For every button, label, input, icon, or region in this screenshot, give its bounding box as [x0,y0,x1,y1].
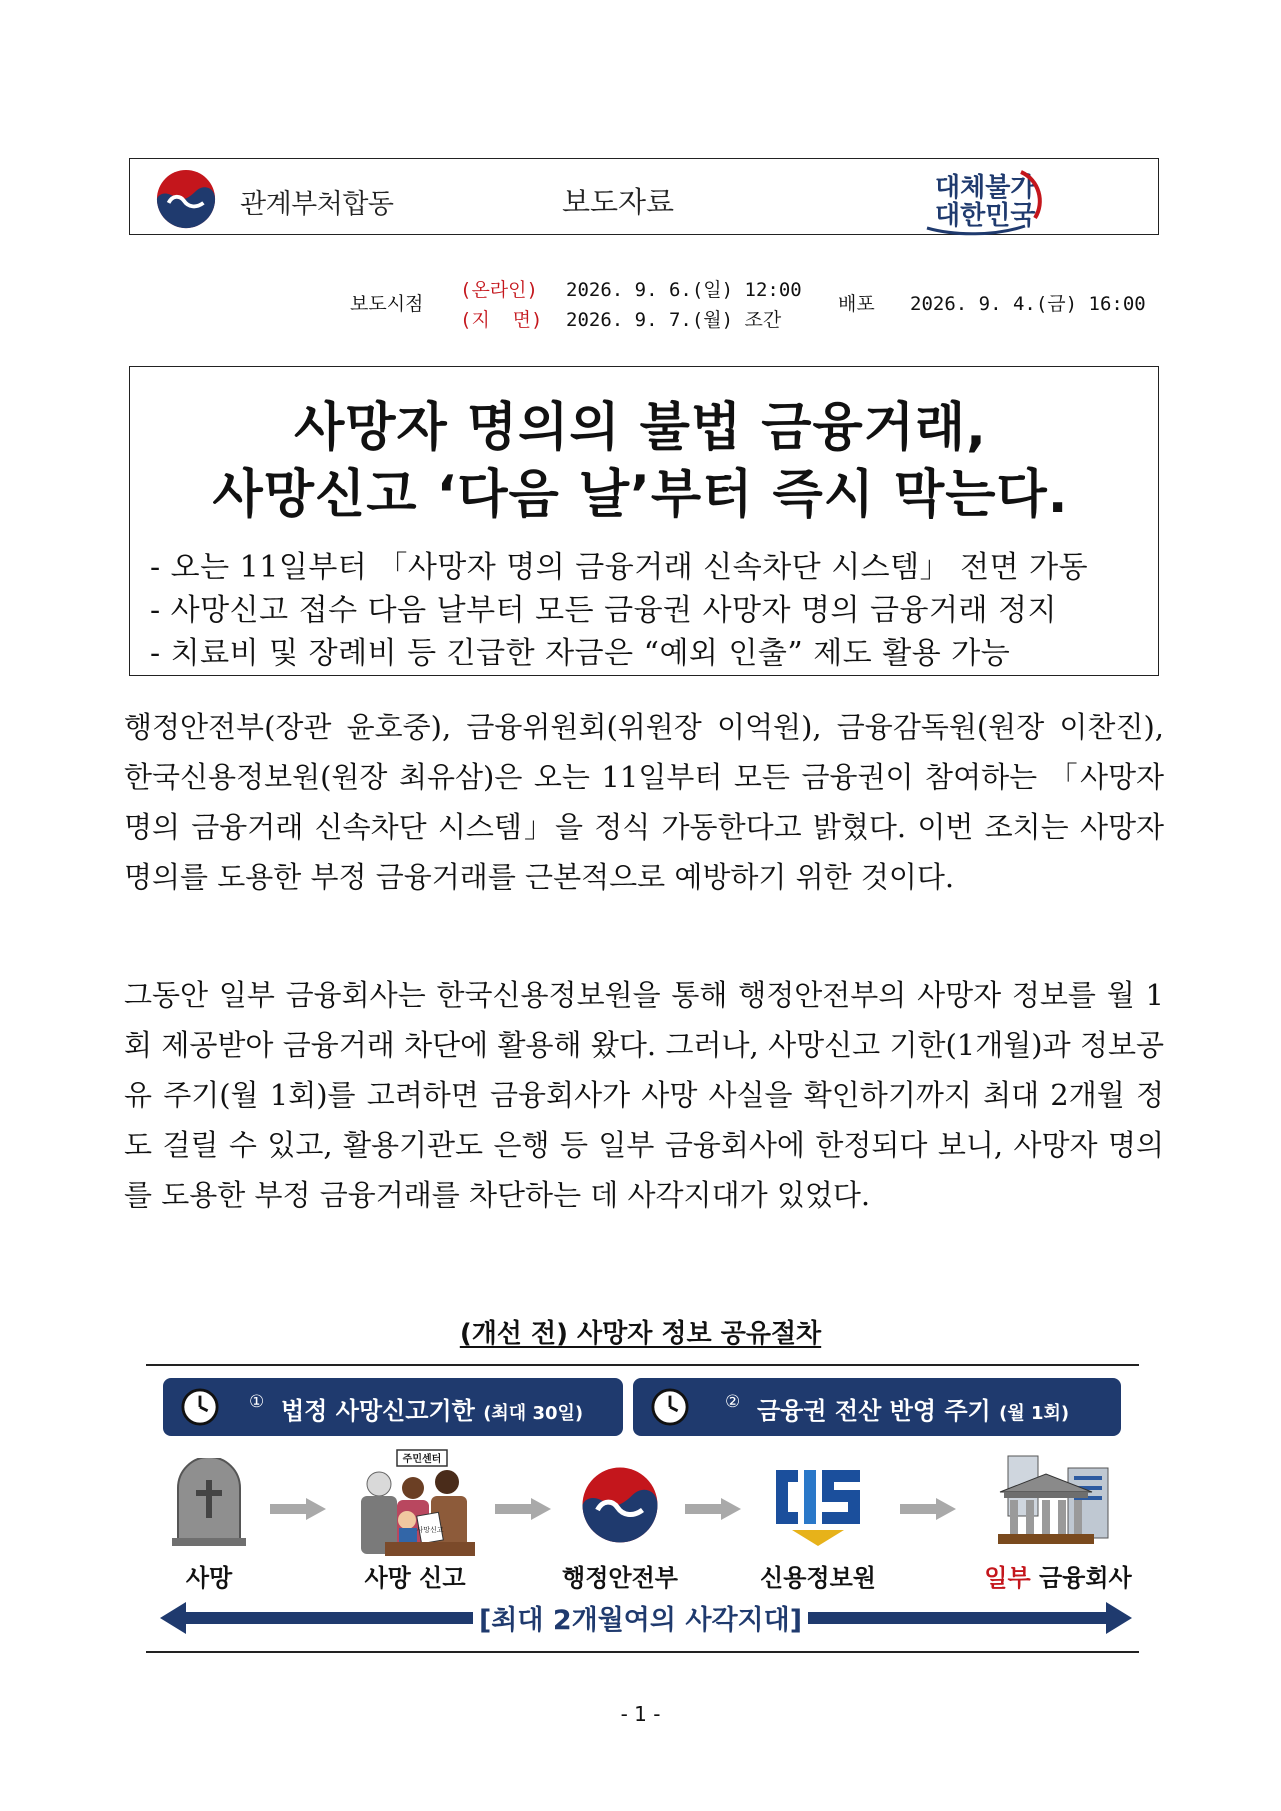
banner1-text [281,1391,583,1426]
banner2-title: 금융권 전산 반영 주기 [757,1397,991,1425]
bullet-3: - 치료비 및 장례비 등 긴급한 자금은 “예외 인출” 제도 활용 가능 [150,636,1011,671]
credit-info-logo-icon [768,1462,868,1548]
step-label-financial [968,1558,1148,1593]
clock-icon [181,1388,219,1426]
financial-institution-icon [994,1452,1112,1548]
page-number: - 1 - [620,1702,661,1726]
blind-spot-label: [최대 2개월여의 사각지대] [473,1605,808,1636]
banner1-note: (최대 30일) [483,1403,584,1424]
banner-legal-deadline [163,1378,623,1436]
flow-arrow-icon [495,1498,551,1520]
bullet-1: - 오는 11일부터 「사망자 명의 금융거래 신속차단 시스템」 전면 가동 [150,550,1089,585]
print-time: 2026. 9. 7.(월) 조간 [566,309,782,331]
slogan-logo [925,166,1050,236]
step-label-report: 사망 신고 [364,1564,466,1592]
document-type: 보도자료 [562,185,675,219]
online-tag: (온라인) [460,279,538,301]
figure-bottom-rule [146,1651,1139,1653]
report-document-label: 사망신고 [416,1526,444,1534]
release-label: 보도시점 [350,293,424,315]
headline-line1: 사망자 명의의 불법 금융거래, [294,398,987,458]
paragraph-2: 그동안 일부 금융회사는 한국신용정보원을 통해 행정안전부의 사망자 정보를 월 1회 제공받아 금융거래 차단에 활용해 왔다. 그러나, 사망신고 기한(1개월)과 정보공유 주기(월 1회)를 고려하면 금융회사가 사망 사실을 확인하기까지 최대 2개월 정도 걸릴 수 있고, 활용기관도 은행 등 일부 금융회사에 한정되다 보니, 사망자 명의를 도용한 부정 금융거래를 차단하는 데 사각지대가 있었다. [124,978,1164,1212]
distribution-label: 배포 [838,293,875,315]
government-emblem-icon [155,168,217,230]
clock-icon [651,1388,689,1426]
bullet-2: - 사망신고 접수 다음 날부터 모든 금융권 사망자 명의 금융거래 정지 [150,593,1057,628]
step-label-credit-info: 신용정보원 [760,1564,876,1592]
headline-line2: 사망신고 ‘다음 날’부터 즉시 막는다. [212,465,1069,525]
banner1-title: 법정 사망신고기한 [281,1397,475,1425]
org-name: 관계부처합동 [240,189,394,220]
tombstone-icon [170,1458,248,1548]
family-reporting-icon [355,1448,475,1558]
banner2-number: ② [725,1392,741,1412]
step-label-ministry: 행정안전부 [562,1564,678,1592]
slogan-line1: 대체불가 [935,173,1036,203]
paragraph-1: 행정안전부(장관 윤호중), 금융위원회(위원장 이억원), 금융감독원(원장 이찬진), 한국신용정보원(원장 최유삼)은 오는 11일부터 모든 금융권이 참여하는 「사망자 명의 금융거래 신속차단 시스템」을 정식 가동한다고 밝혔다. 이번 조치는 사망자 명의를 도용한 부정 금융거래를 근본적으로 예방하기 위한 것이다. [124,710,1164,894]
figure-top-rule [146,1364,1139,1366]
financial-label-rest: 금융회사 [1030,1564,1132,1592]
banner2-text [757,1391,1069,1426]
slogan-line2: 대한민국 [935,201,1036,231]
flow-arrow-icon [900,1498,956,1520]
step-label-death: 사망 [185,1564,233,1592]
print-tag: (지 면) [460,309,543,331]
figure-caption-text: (개선 전) 사망자 정보 공유절차 [459,1319,822,1349]
center-sign: 주민센터 [402,1454,442,1465]
ministry-emblem-icon [580,1465,660,1545]
figure-caption [0,1313,1281,1350]
online-time: 2026. 9. 6.(일) 12:00 [566,279,802,301]
flow-arrow-icon [685,1498,741,1520]
banner2-note: (월 1회) [999,1403,1070,1424]
distribution-time: 2026. 9. 4.(금) 16:00 [910,293,1146,315]
banner1-number: ① [249,1392,265,1412]
banner-sync-cycle [633,1378,1121,1436]
highlight-partial: 일부 [984,1564,1031,1592]
blind-spot-label-wrap [0,1598,1281,1637]
flow-arrow-icon [270,1498,326,1520]
